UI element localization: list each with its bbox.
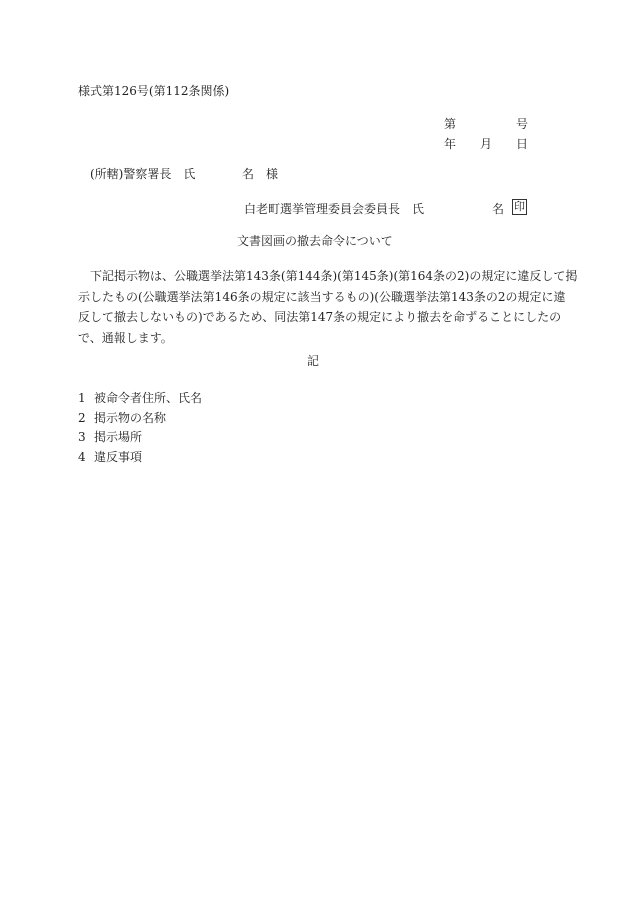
form-number: 様式第126号(第112条関係) <box>78 84 230 98</box>
body-line: 反して撤去しないもの)であるため、同法第147条の規定により撤去を命ずることにしたの <box>78 310 562 324</box>
list-item <box>78 389 202 409</box>
date-year-label: 年 <box>444 137 457 151</box>
item-label: 違反事項 <box>94 449 143 464</box>
body-line: 示したもの(公職選挙法第146条の規定に該当するもの)(公職選挙法第143条の2の規定に違 <box>78 289 566 304</box>
item-label: 掲示物の名称 <box>94 410 167 425</box>
list-item <box>78 409 202 429</box>
item-list <box>78 389 202 467</box>
body-line: 下記掲示物は、公職選挙法第143条(第144条)(第145条)(第164条の2)の規定に違反して掲 <box>78 269 578 283</box>
document-subject: 文書図画の撤去命令について <box>237 234 393 248</box>
addressee <box>90 167 279 181</box>
body-paragraph <box>78 266 578 348</box>
date-day-label: 日 <box>516 137 529 151</box>
ki-heading: 記 <box>307 354 320 368</box>
item-number: 4 <box>78 449 86 464</box>
item-label: 被命令者住所、氏名 <box>94 391 203 405</box>
item-number: 3 <box>78 430 86 444</box>
list-item <box>78 428 202 448</box>
sender-name-label: 名 <box>492 202 505 216</box>
sender-title: 白老町選挙管理委員会委員長 氏 <box>244 202 425 216</box>
document-number-prefix: 第 <box>444 117 457 131</box>
item-number: 2 <box>78 410 86 425</box>
addressee-title: (所轄)警察署長 氏 <box>90 167 196 181</box>
list-item <box>78 448 202 468</box>
item-number: 1 <box>78 391 86 405</box>
date-month-label: 月 <box>480 137 493 151</box>
body-line: で、通報します。 <box>78 330 173 345</box>
item-label: 掲示場所 <box>94 430 143 444</box>
seal-box: 印 <box>514 200 525 213</box>
document-number-suffix: 号 <box>516 117 529 131</box>
addressee-honorific: 名 様 <box>242 167 279 181</box>
